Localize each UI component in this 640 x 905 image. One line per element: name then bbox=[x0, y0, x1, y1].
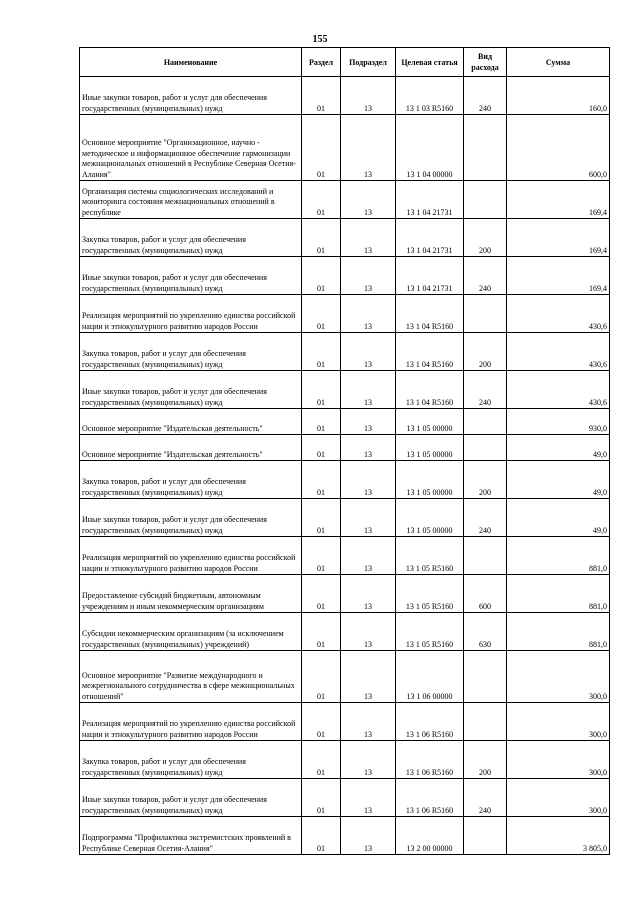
row-name: Основное мероприятие "Развитие международного и межрегионального сотрудничества в сфере межнациональных отношений" bbox=[80, 651, 302, 703]
row-name: Субсидии некоммерческим организациям (за исключением государственных (муниципальных) учреждений) bbox=[80, 613, 302, 651]
row-section: 01 bbox=[302, 703, 341, 741]
row-section: 01 bbox=[302, 499, 341, 537]
row-subsection: 13 bbox=[341, 703, 396, 741]
table-row bbox=[80, 371, 610, 409]
row-subsection: 13 bbox=[341, 613, 396, 651]
row-section: 01 bbox=[302, 115, 341, 181]
row-target: 13 1 05 R5160 bbox=[396, 537, 464, 575]
row-target: 13 1 04 R5160 bbox=[396, 295, 464, 333]
row-subsection: 13 bbox=[341, 115, 396, 181]
row-section: 01 bbox=[302, 575, 341, 613]
table-row bbox=[80, 537, 610, 575]
row-target: 13 1 05 R5160 bbox=[396, 575, 464, 613]
row-kind: 240 bbox=[464, 77, 507, 115]
row-target: 13 1 05 00000 bbox=[396, 409, 464, 435]
row-sum: 881,0 bbox=[507, 613, 610, 651]
row-kind bbox=[464, 651, 507, 703]
page-number: 155 bbox=[312, 34, 328, 45]
row-name: Предоставление субсидий бюджетным, автономным учреждениям и иным некоммерческим организациям bbox=[80, 575, 302, 613]
row-sum: 300,0 bbox=[507, 651, 610, 703]
row-kind: 200 bbox=[464, 461, 507, 499]
row-name: Основное мероприятие "Организационное, научно - методическое и информационное обеспечение гармонизации межнациональных отношений в Республике Северная Осетия-Алания" bbox=[80, 115, 302, 181]
row-kind: 630 bbox=[464, 613, 507, 651]
row-target: 13 2 00 00000 bbox=[396, 817, 464, 855]
row-target: 13 1 04 R5160 bbox=[396, 371, 464, 409]
row-subsection: 13 bbox=[341, 499, 396, 537]
row-section: 01 bbox=[302, 613, 341, 651]
row-kind: 240 bbox=[464, 779, 507, 817]
row-name: Реализация мероприятий по укреплению единства российской нации и этнокультурного развитию народов России bbox=[80, 703, 302, 741]
row-kind bbox=[464, 409, 507, 435]
row-name: Подпрограмма "Профилактика экстремистских проявлений в Республике Северная Осетия-Алания" bbox=[80, 817, 302, 855]
row-name: Закупка товаров, работ и услуг для обеспечения государственных (муниципальных) нужд bbox=[80, 741, 302, 779]
row-target: 13 1 05 R5160 bbox=[396, 613, 464, 651]
row-section: 01 bbox=[302, 295, 341, 333]
row-sum: 169,4 bbox=[507, 219, 610, 257]
row-kind: 200 bbox=[464, 219, 507, 257]
row-sum: 430,6 bbox=[507, 371, 610, 409]
row-section: 01 bbox=[302, 537, 341, 575]
row-name: Реализация мероприятий по укреплению единства российской нации и этнокультурного развитию народов России bbox=[80, 537, 302, 575]
row-sum: 3 805,0 bbox=[507, 817, 610, 855]
table-row bbox=[80, 115, 610, 181]
row-name: Закупка товаров, работ и услуг для обеспечения государственных (муниципальных) нужд bbox=[80, 461, 302, 499]
table-header-row bbox=[80, 48, 610, 77]
row-target: 13 1 06 00000 bbox=[396, 651, 464, 703]
row-kind: 240 bbox=[464, 499, 507, 537]
table-row bbox=[80, 651, 610, 703]
row-sum: 49,0 bbox=[507, 435, 610, 461]
row-subsection: 13 bbox=[341, 409, 396, 435]
table-row bbox=[80, 779, 610, 817]
row-target: 13 1 04 21731 bbox=[396, 219, 464, 257]
table-row bbox=[80, 295, 610, 333]
row-subsection: 13 bbox=[341, 817, 396, 855]
row-section: 01 bbox=[302, 181, 341, 219]
row-sum: 430,6 bbox=[507, 333, 610, 371]
row-kind: 240 bbox=[464, 257, 507, 295]
row-kind bbox=[464, 703, 507, 741]
row-sum: 169,4 bbox=[507, 257, 610, 295]
row-sum: 881,0 bbox=[507, 575, 610, 613]
row-kind bbox=[464, 817, 507, 855]
budget-table bbox=[79, 47, 610, 855]
row-target: 13 1 04 21731 bbox=[396, 257, 464, 295]
row-sum: 300,0 bbox=[507, 703, 610, 741]
table-row bbox=[80, 77, 610, 115]
row-name: Иные закупки товаров, работ и услуг для обеспечения государственных (муниципальных) нужд bbox=[80, 779, 302, 817]
row-subsection: 13 bbox=[341, 461, 396, 499]
row-section: 01 bbox=[302, 817, 341, 855]
row-sum: 881,0 bbox=[507, 537, 610, 575]
row-name: Реализация мероприятий по укреплению единства российской нации и этнокультурного развитию народов России bbox=[80, 295, 302, 333]
row-kind: 600 bbox=[464, 575, 507, 613]
table-row bbox=[80, 219, 610, 257]
row-target: 13 1 04 21731 bbox=[396, 181, 464, 219]
row-sum: 49,0 bbox=[507, 461, 610, 499]
row-sum: 430,6 bbox=[507, 295, 610, 333]
row-kind bbox=[464, 115, 507, 181]
row-name: Иные закупки товаров, работ и услуг для обеспечения государственных (муниципальных) нужд bbox=[80, 499, 302, 537]
row-subsection: 13 bbox=[341, 257, 396, 295]
row-kind: 240 bbox=[464, 371, 507, 409]
row-subsection: 13 bbox=[341, 77, 396, 115]
row-subsection: 13 bbox=[341, 651, 396, 703]
table-row bbox=[80, 409, 610, 435]
table-row bbox=[80, 257, 610, 295]
row-section: 01 bbox=[302, 257, 341, 295]
header-target: Целевая статья bbox=[396, 48, 464, 77]
table-row bbox=[80, 817, 610, 855]
row-sum: 300,0 bbox=[507, 741, 610, 779]
row-name: Иные закупки товаров, работ и услуг для обеспечения государственных (муниципальных) нужд bbox=[80, 257, 302, 295]
row-target: 13 1 05 00000 bbox=[396, 435, 464, 461]
row-section: 01 bbox=[302, 333, 341, 371]
row-section: 01 bbox=[302, 409, 341, 435]
row-name: Основное мероприятие "Издательская деятельность" bbox=[80, 435, 302, 461]
row-sum: 160,0 bbox=[507, 77, 610, 115]
row-target: 13 1 04 R5160 bbox=[396, 333, 464, 371]
row-subsection: 13 bbox=[341, 435, 396, 461]
row-section: 01 bbox=[302, 741, 341, 779]
table-row bbox=[80, 741, 610, 779]
row-kind: 200 bbox=[464, 333, 507, 371]
row-target: 13 1 03 R5160 bbox=[396, 77, 464, 115]
row-kind bbox=[464, 181, 507, 219]
row-section: 01 bbox=[302, 435, 341, 461]
row-section: 01 bbox=[302, 461, 341, 499]
table-row bbox=[80, 435, 610, 461]
row-target: 13 1 05 00000 bbox=[396, 461, 464, 499]
table-row bbox=[80, 181, 610, 219]
row-name: Закупка товаров, работ и услуг для обеспечения государственных (муниципальных) нужд bbox=[80, 333, 302, 371]
row-kind bbox=[464, 537, 507, 575]
row-section: 01 bbox=[302, 77, 341, 115]
row-name: Закупка товаров, работ и услуг для обеспечения государственных (муниципальных) нужд bbox=[80, 219, 302, 257]
row-sum: 49,0 bbox=[507, 499, 610, 537]
row-subsection: 13 bbox=[341, 575, 396, 613]
row-section: 01 bbox=[302, 219, 341, 257]
row-section: 01 bbox=[302, 651, 341, 703]
row-name: Организация системы социологических исследований и мониторинга состояния межнациональных отношений в республике bbox=[80, 181, 302, 219]
header-sum: Сумма bbox=[507, 48, 610, 77]
row-target: 13 1 06 R5160 bbox=[396, 703, 464, 741]
row-sum: 300,0 bbox=[507, 779, 610, 817]
row-subsection: 13 bbox=[341, 219, 396, 257]
table-row bbox=[80, 613, 610, 651]
row-subsection: 13 bbox=[341, 181, 396, 219]
table-row bbox=[80, 575, 610, 613]
row-target: 13 1 06 R5160 bbox=[396, 779, 464, 817]
table-row bbox=[80, 703, 610, 741]
row-kind bbox=[464, 295, 507, 333]
row-subsection: 13 bbox=[341, 371, 396, 409]
table-row bbox=[80, 333, 610, 371]
header-kind: Вид расхода bbox=[464, 48, 507, 77]
row-name: Иные закупки товаров, работ и услуг для обеспечения государственных (муниципальных) нужд bbox=[80, 371, 302, 409]
table-row bbox=[80, 499, 610, 537]
header-section: Раздел bbox=[302, 48, 341, 77]
row-subsection: 13 bbox=[341, 741, 396, 779]
row-section: 01 bbox=[302, 371, 341, 409]
row-subsection: 13 bbox=[341, 333, 396, 371]
row-sum: 930,0 bbox=[507, 409, 610, 435]
row-target: 13 1 05 00000 bbox=[396, 499, 464, 537]
row-kind: 200 bbox=[464, 741, 507, 779]
row-target: 13 1 06 R5160 bbox=[396, 741, 464, 779]
header-name: Наименование bbox=[80, 48, 302, 77]
header-subsection: Подраздел bbox=[341, 48, 396, 77]
row-kind bbox=[464, 435, 507, 461]
row-name: Иные закупки товаров, работ и услуг для обеспечения государственных (муниципальных) нужд bbox=[80, 77, 302, 115]
table-row bbox=[80, 461, 610, 499]
row-subsection: 13 bbox=[341, 295, 396, 333]
row-subsection: 13 bbox=[341, 779, 396, 817]
row-sum: 169,4 bbox=[507, 181, 610, 219]
row-section: 01 bbox=[302, 779, 341, 817]
row-name: Основное мероприятие "Издательская деятельность" bbox=[80, 409, 302, 435]
row-subsection: 13 bbox=[341, 537, 396, 575]
row-target: 13 1 04 00000 bbox=[396, 115, 464, 181]
row-sum: 600,0 bbox=[507, 115, 610, 181]
